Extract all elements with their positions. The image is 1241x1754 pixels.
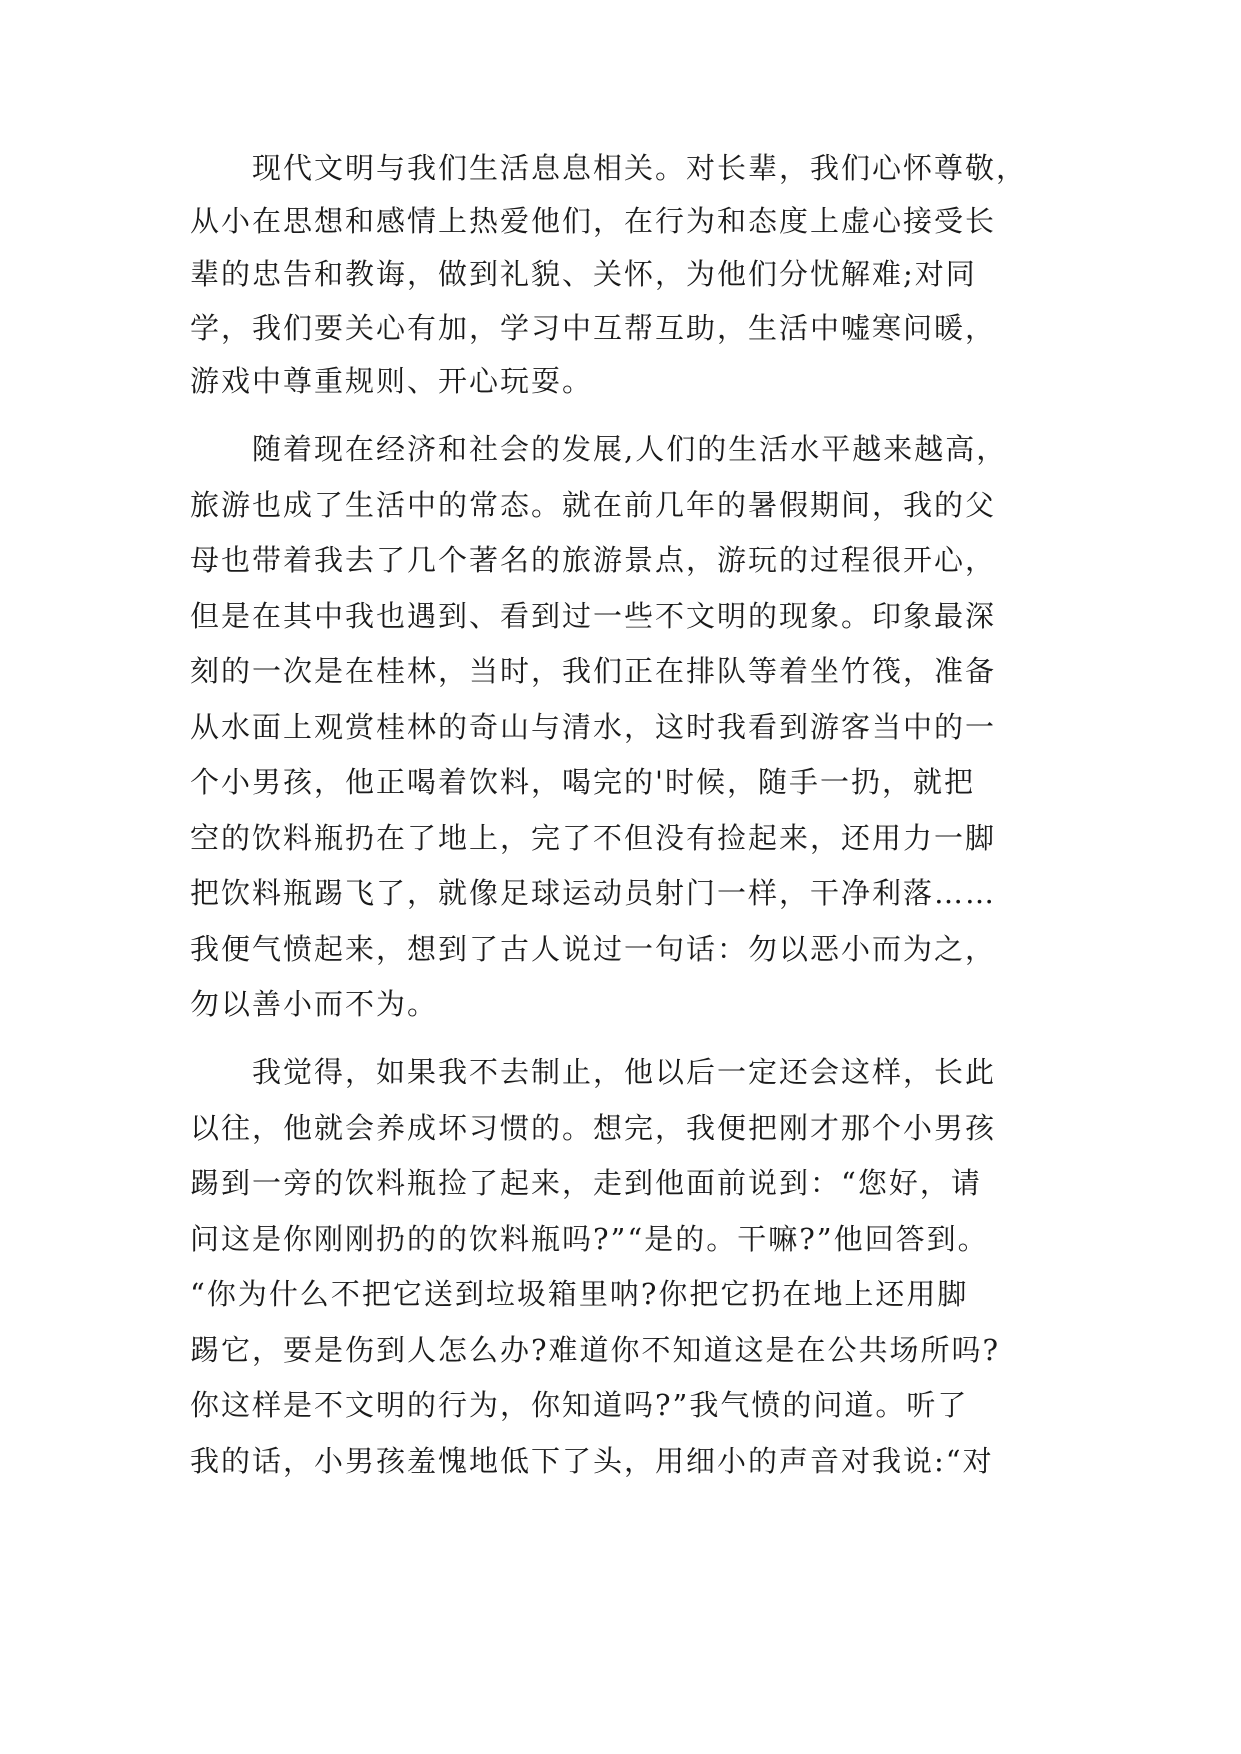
text-line: 我觉得，如果我不去制止，他以后一定还会这样，长此	[252, 1055, 997, 1089]
text-line: 把饮料瓶踢飞了，就像足球运动员射门一样，干净利落……	[190, 876, 997, 910]
text-line: 你这样是不文明的行为，你知道吗?”我气愤的问道。听了	[190, 1388, 969, 1422]
text-line: 以往，他就会养成坏习惯的。想完，我便把刚才那个小男孩	[190, 1111, 997, 1145]
text-line: 踢到一旁的饮料瓶捡了起来，走到他面前说到：“您好，请	[190, 1166, 982, 1200]
text-line: 旅游也成了生活中的常态。就在前几年的暑假期间，我的父	[190, 488, 997, 522]
text-line: 勿以善小而不为。	[190, 987, 439, 1021]
text-line: 空的饮料瓶扔在了地上，完了不但没有捡起来，还用力一脚	[190, 821, 997, 855]
text-line: 母也带着我去了几个著名的旅游景点，游玩的过程很开心，	[190, 543, 997, 577]
text-line: 辈的忠告和教诲，做到礼貌、关怀，为他们分忧解难;对同	[190, 257, 977, 291]
text-line: 从小在思想和感情上热爱他们，在行为和态度上虚心接受长	[190, 204, 997, 238]
text-line: 刻的一次是在桂林，当时，我们正在排队等着坐竹筏，准备	[190, 654, 997, 688]
text-line: 游戏中尊重规则、开心玩耍。	[190, 364, 594, 398]
text-line: 问这是你刚刚扔的的饮料瓶吗?”“是的。干嘛?”他回答到。	[190, 1222, 989, 1256]
text-line: “你为什么不把它送到垃圾箱里呐?你把它扔在地上还用脚	[190, 1277, 969, 1311]
text-line: 从水面上观赏桂林的奇山与清水，这时我看到游客当中的一	[190, 710, 997, 744]
text-line: 学，我们要关心有加，学习中互帮互助，生活中嘘寒问暖，	[190, 311, 997, 345]
text-line: 踢它，要是伤到人怎么办?难道你不知道这是在公共场所吗?	[190, 1333, 1001, 1367]
text-line: 现代文明与我们生活息息相关。对长辈，我们心怀尊敬，	[252, 151, 1028, 185]
text-line: 个小男孩，他正喝着饮料，喝完的'时候，随手一扔，就把	[190, 765, 975, 799]
text-line: 我便气愤起来，想到了古人说过一句话：勿以恶小而为之，	[190, 932, 997, 966]
text-line: 我的话，小男孩羞愧地低下了头，用细小的声音对我说:“对	[190, 1444, 994, 1478]
text-line: 随着现在经济和社会的发展,人们的生活水平越来越高，	[252, 432, 1008, 466]
text-line: 但是在其中我也遇到、看到过一些不文明的现象。印象最深	[190, 599, 997, 633]
